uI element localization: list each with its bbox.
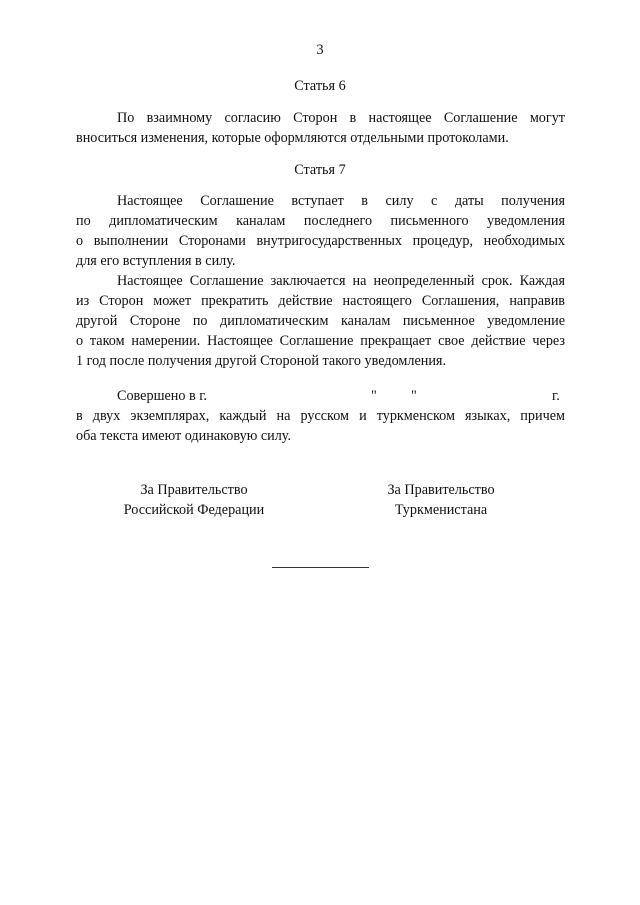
article-6-line-1: По взаимному согласию Сторон в настоящее Соглашение могут: [117, 110, 565, 126]
done-at-label: Совершено в г.: [117, 388, 208, 404]
page-number: 3: [316, 42, 324, 58]
signature-right-line-1: За Правительство: [387, 482, 495, 498]
date-quote-close: ": [411, 388, 417, 404]
article-7-p2-line-1: Настоящее Соглашение заключается на неопределенный срок. Каждая: [117, 273, 565, 289]
article-7-heading: Статья 7: [294, 162, 346, 178]
end-divider: [272, 567, 369, 568]
article-7-p1-line-2: по дипломатическим каналам последнего письменного уведомления: [76, 213, 565, 229]
signature-left-line-1: За Правительство: [140, 482, 248, 498]
done-line-3: оба текста имеют одинаковую силу.: [76, 428, 292, 444]
article-7-p1-line-4: для его вступления в силу.: [76, 253, 236, 269]
article-6-heading: Статья 6: [294, 78, 346, 94]
date-quote-open: ": [371, 388, 377, 404]
done-line-2: в двух экземплярах, каждый на русском и туркменском языках, причем: [76, 408, 565, 424]
article-7-p2-line-2: из Сторон может прекратить действие настоящего Соглашения, направив: [76, 293, 565, 309]
article-7-p1-line-1: Настоящее Соглашение вступает в силу с даты получения: [117, 193, 565, 209]
signature-right-line-2: Туркменистана: [394, 502, 488, 518]
article-6-line-2: вноситься изменения, которые оформляются отдельными протоколами.: [76, 130, 509, 146]
year-suffix: г.: [552, 388, 560, 404]
signature-left-line-2: Российской Федерации: [123, 502, 265, 518]
article-7-p1-line-3: о выполнении Сторонами внутригосударственных процедур, необходимых: [76, 233, 565, 249]
article-7-p2-line-3: другой Стороне по дипломатическим каналам письменное уведомление: [76, 313, 565, 329]
article-7-p2-line-4: о таком намерении. Настоящее Соглашение прекращает свое действие через: [76, 333, 565, 349]
article-7-p2-line-5: 1 год после получения другой Стороной такого уведомления.: [76, 353, 447, 369]
